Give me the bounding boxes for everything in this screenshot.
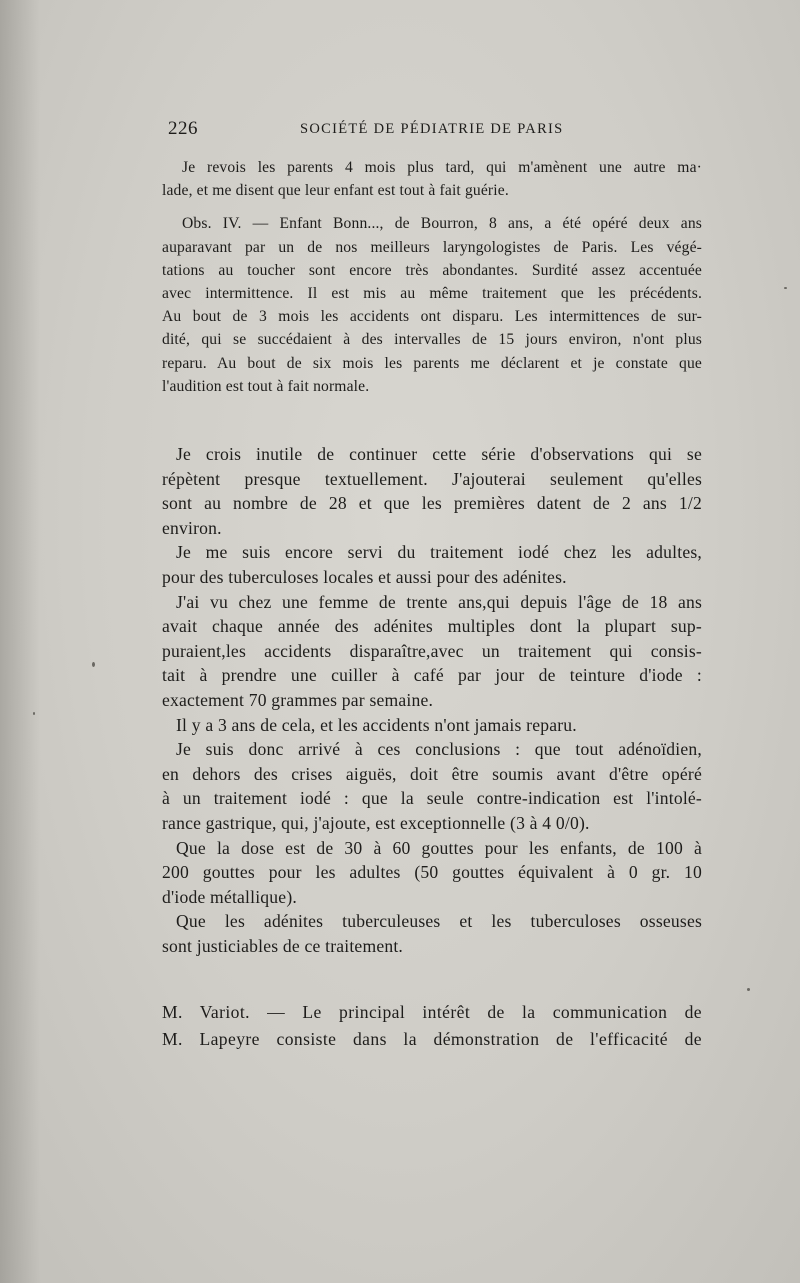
text-line: lade, et me disent que leur enfant est tout à fait guérie. <box>162 182 509 200</box>
text-line: 200 gouttes pour les adultes (50 gouttes équivalent à 0 gr. 10 <box>162 862 702 883</box>
text-line: M. Lapeyre consiste dans la démonstration de l'efficacité de <box>162 1029 702 1049</box>
text-line: Je me suis encore servi du traitement iodé chez les adultes, <box>176 542 702 563</box>
text-line: exactement 70 grammes par semaine. <box>162 689 434 710</box>
paper-speck <box>92 662 95 667</box>
text-line: auparavant par un de nos meilleurs laryngologistes de Paris. Les végé- <box>162 238 702 256</box>
text-line: Au bout de 3 mois les accidents ont disparu. Les intermittences de sur- <box>162 308 702 326</box>
running-head <box>168 118 708 142</box>
text-line: tations au toucher sont encore très abondantes. Surdité assez accentuée <box>162 261 702 279</box>
observation-paragraphs <box>162 156 702 398</box>
text-line: M. Variot. — Le principal intérêt de la communication de <box>162 1002 702 1022</box>
text-line: dité, qui se succédaient à des intervalles de 15 jours environ, n'ont plus <box>162 331 702 349</box>
text-line: d'iode métallique). <box>162 886 297 907</box>
text-line: puraient,les accidents disparaître,avec un traitement qui consis- <box>162 640 702 661</box>
text-line: sont justiciables de ce traitement. <box>162 935 404 956</box>
text-line: Obs. IV. — Enfant Bonn..., de Bourron, 8 ans, a été opéré deux ans <box>182 215 702 233</box>
text-line: pour des tuberculoses locales et aussi pour des adénites. <box>162 566 567 587</box>
text-line: à un traitement iodé : que la seule contre-indication est l'intolé- <box>162 788 702 809</box>
paper-speck <box>747 988 750 991</box>
text-line: l'audition est tout à fait normale. <box>162 377 370 395</box>
text-line: en dehors des crises aiguës, doit être soumis avant d'être opéré <box>162 763 702 784</box>
text-line: sont au nombre de 28 et que les premières datent de 2 ans 1/2 <box>162 493 702 514</box>
text-line: Je revois les parents 4 mois plus tard, qui m'amènent une autre ma· <box>182 159 702 176</box>
text-line: Je suis donc arrivé à ces conclusions : que tout adénoïdien, <box>176 739 702 760</box>
text-line: répètent presque textuellement. J'ajouterai seulement qu'elles <box>162 468 702 489</box>
text-line: rance gastrique, qui, j'ajoute, est exceptionnelle (3 à 4 0/0). <box>162 812 590 833</box>
text-line: Que les adénites tuberculeuses et les tuberculoses osseuses <box>176 911 702 932</box>
text-line: Je crois inutile de continuer cette série d'observations qui se <box>176 444 702 464</box>
page-number: 226 <box>168 118 198 139</box>
text-line: reparu. Au bout de six mois les parents me déclarent et je constate que <box>162 354 702 372</box>
closing-paragraph <box>162 999 702 1053</box>
paper-speck <box>784 287 787 289</box>
text-line: avec intermittence. Il est mis au même traitement que les précédents. <box>162 284 702 302</box>
text-line: J'ai vu chez une femme de trente ans,qui depuis l'âge de 18 ans <box>176 591 702 612</box>
main-paragraphs <box>162 442 702 958</box>
text-line: avait chaque année des adénites multiples dont la plupart sup- <box>162 616 702 637</box>
paper-speck <box>33 712 35 715</box>
text-line: tait à prendre une cuiller à café par jour de teinture d'iode : <box>162 665 702 686</box>
journal-title: SOCIÉTÉ DE PÉDIATRIE DE PARIS <box>300 121 564 137</box>
page-gutter-shadow <box>0 0 40 1283</box>
text-line: Il y a 3 ans de cela, et les accidents n'ont jamais reparu. <box>176 714 577 735</box>
text-line: environ. <box>162 517 222 538</box>
text-line: Que la dose est de 30 à 60 gouttes pour les enfants, de 100 à <box>176 837 702 858</box>
